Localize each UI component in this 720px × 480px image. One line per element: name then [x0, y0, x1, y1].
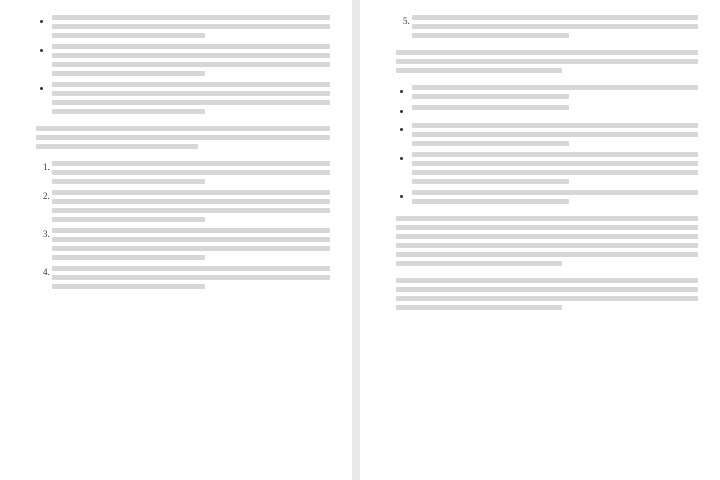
list-item	[412, 15, 698, 38]
numbered-list	[36, 161, 330, 289]
list-item	[52, 82, 330, 114]
list-item	[52, 44, 330, 76]
intro-list	[36, 15, 330, 114]
list-item	[52, 15, 330, 38]
bullet-list	[396, 85, 698, 204]
list-item	[52, 266, 330, 289]
list-item	[412, 123, 698, 146]
list-item	[412, 105, 698, 117]
list-item	[412, 152, 698, 184]
paragraph	[36, 126, 330, 149]
list-item	[52, 228, 330, 260]
list-item	[412, 85, 698, 99]
numbered-list-continued	[396, 15, 698, 38]
list-item	[52, 161, 330, 184]
paragraph	[396, 216, 698, 266]
left-page	[0, 0, 352, 480]
list-item	[412, 190, 698, 204]
paragraph	[396, 278, 698, 310]
paragraph	[396, 50, 698, 73]
list-item	[52, 190, 330, 222]
right-page	[360, 0, 720, 480]
